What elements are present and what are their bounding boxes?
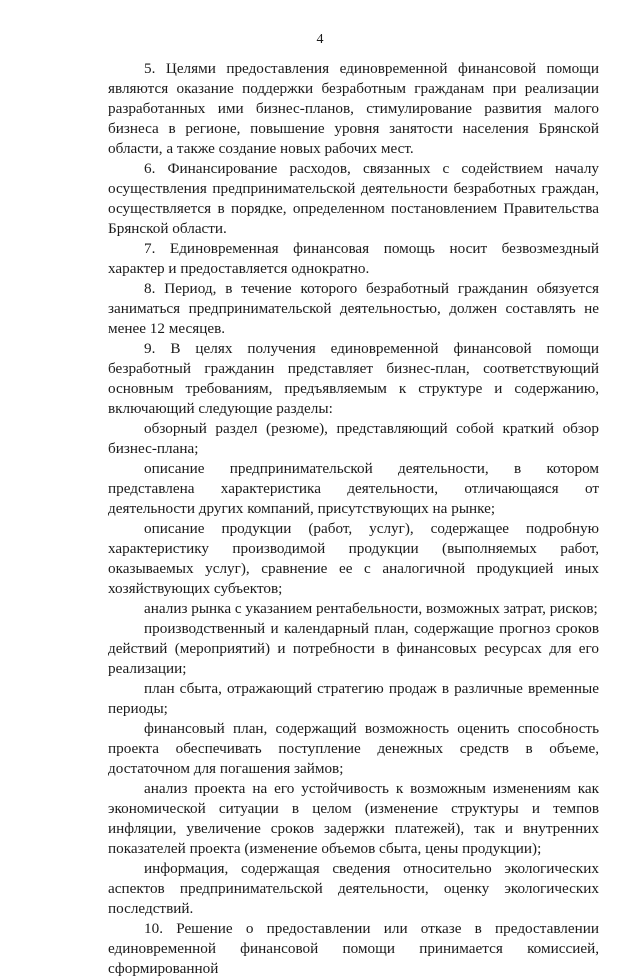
list-item-summary-section: обзорный раздел (резюме), представляющий собой краткий обзор бизнес-плана; — [108, 420, 599, 457]
list-item-market-analysis: анализ рынка с указанием рентабельности, возможных затрат, рисков; — [144, 600, 598, 617]
list-item-product-description: описание продукции (работ, услуг), содержащее подробную характеристику производимой продукции (выполняемых работ, оказываемых услуг), сравнение ее с аналогичной продукцией иных хозяйствующих субъектов; — [108, 520, 599, 597]
list-item-sustainability-analysis: анализ проекта на его устойчивость к возможным изменениям как экономической ситуации в целом (изменение структуры и темпов инфляции, увеличение сроков задержки платежей), так и внутренних показателей проекта (изменение объемов сбыта, цены продукции); — [108, 780, 599, 857]
paragraph-5-goals: 5. Целями предоставления единовременной финансовой помощи являются оказание поддержки безработным гражданам при реализации разработанных ими бизнес-планов, стимулирование развития малого бизнеса в регионе, повышение уровня занятости населения Брянской области, а также создание новых рабочих мест. — [108, 60, 599, 157]
paragraph-7-one-time-aid: 7. Единовременная финансовая помощь носит безвозмездный характер и предоставляется однократно. — [108, 240, 599, 277]
paragraph-9-business-plan: 9. В целях получения единовременной финансовой помощи безработный гражданин представляет бизнес-план, соответствующий основным требованиям, предъявляемым к структуре и содержанию, включающий следующие разделы: — [108, 340, 599, 417]
list-item-sales-plan: план сбыта, отражающий стратегию продаж в различные временные периоды; — [108, 680, 599, 717]
list-item-financial-plan: финансовый план, содержащий возможность оценить способность проекта обеспечивать поступление денежных средств в объеме, достаточном для погашения займов; — [108, 720, 599, 777]
list-item-ecological-info: информация, содержащая сведения относительно экологических аспектов предпринимательской деятельности, оценку экологических последствий. — [108, 860, 599, 917]
list-item-activity-description: описание предпринимательской деятельности, в котором представлена характеристика деятельности, отличающаяся от деятельности других компаний, присутствующих на рынке; — [108, 460, 599, 517]
list-item-production-plan: производственный и календарный план, содержащие прогноз сроков действий (мероприятий) и потребности в финансовых ресурсах для его реализации; — [108, 620, 599, 677]
document-body — [108, 59, 599, 979]
page-number: 4 — [316, 32, 324, 47]
paragraph-10-decision: 10. Решение о предоставлении или отказе в предоставлении единовременной финансовой помощи принимается комиссией, сформированной — [108, 920, 599, 977]
paragraph-6-financing: 6. Финансирование расходов, связанных с содействием началу осуществления предпринимательской деятельности безработных граждан, осуществляется в порядке, определенном постановлением Правительства Брянской области. — [108, 160, 599, 237]
paragraph-8-period: 8. Период, в течение которого безработный гражданин обязуется заниматься предпринимательской деятельностью, должен составлять не менее 12 месяцев. — [108, 280, 599, 337]
